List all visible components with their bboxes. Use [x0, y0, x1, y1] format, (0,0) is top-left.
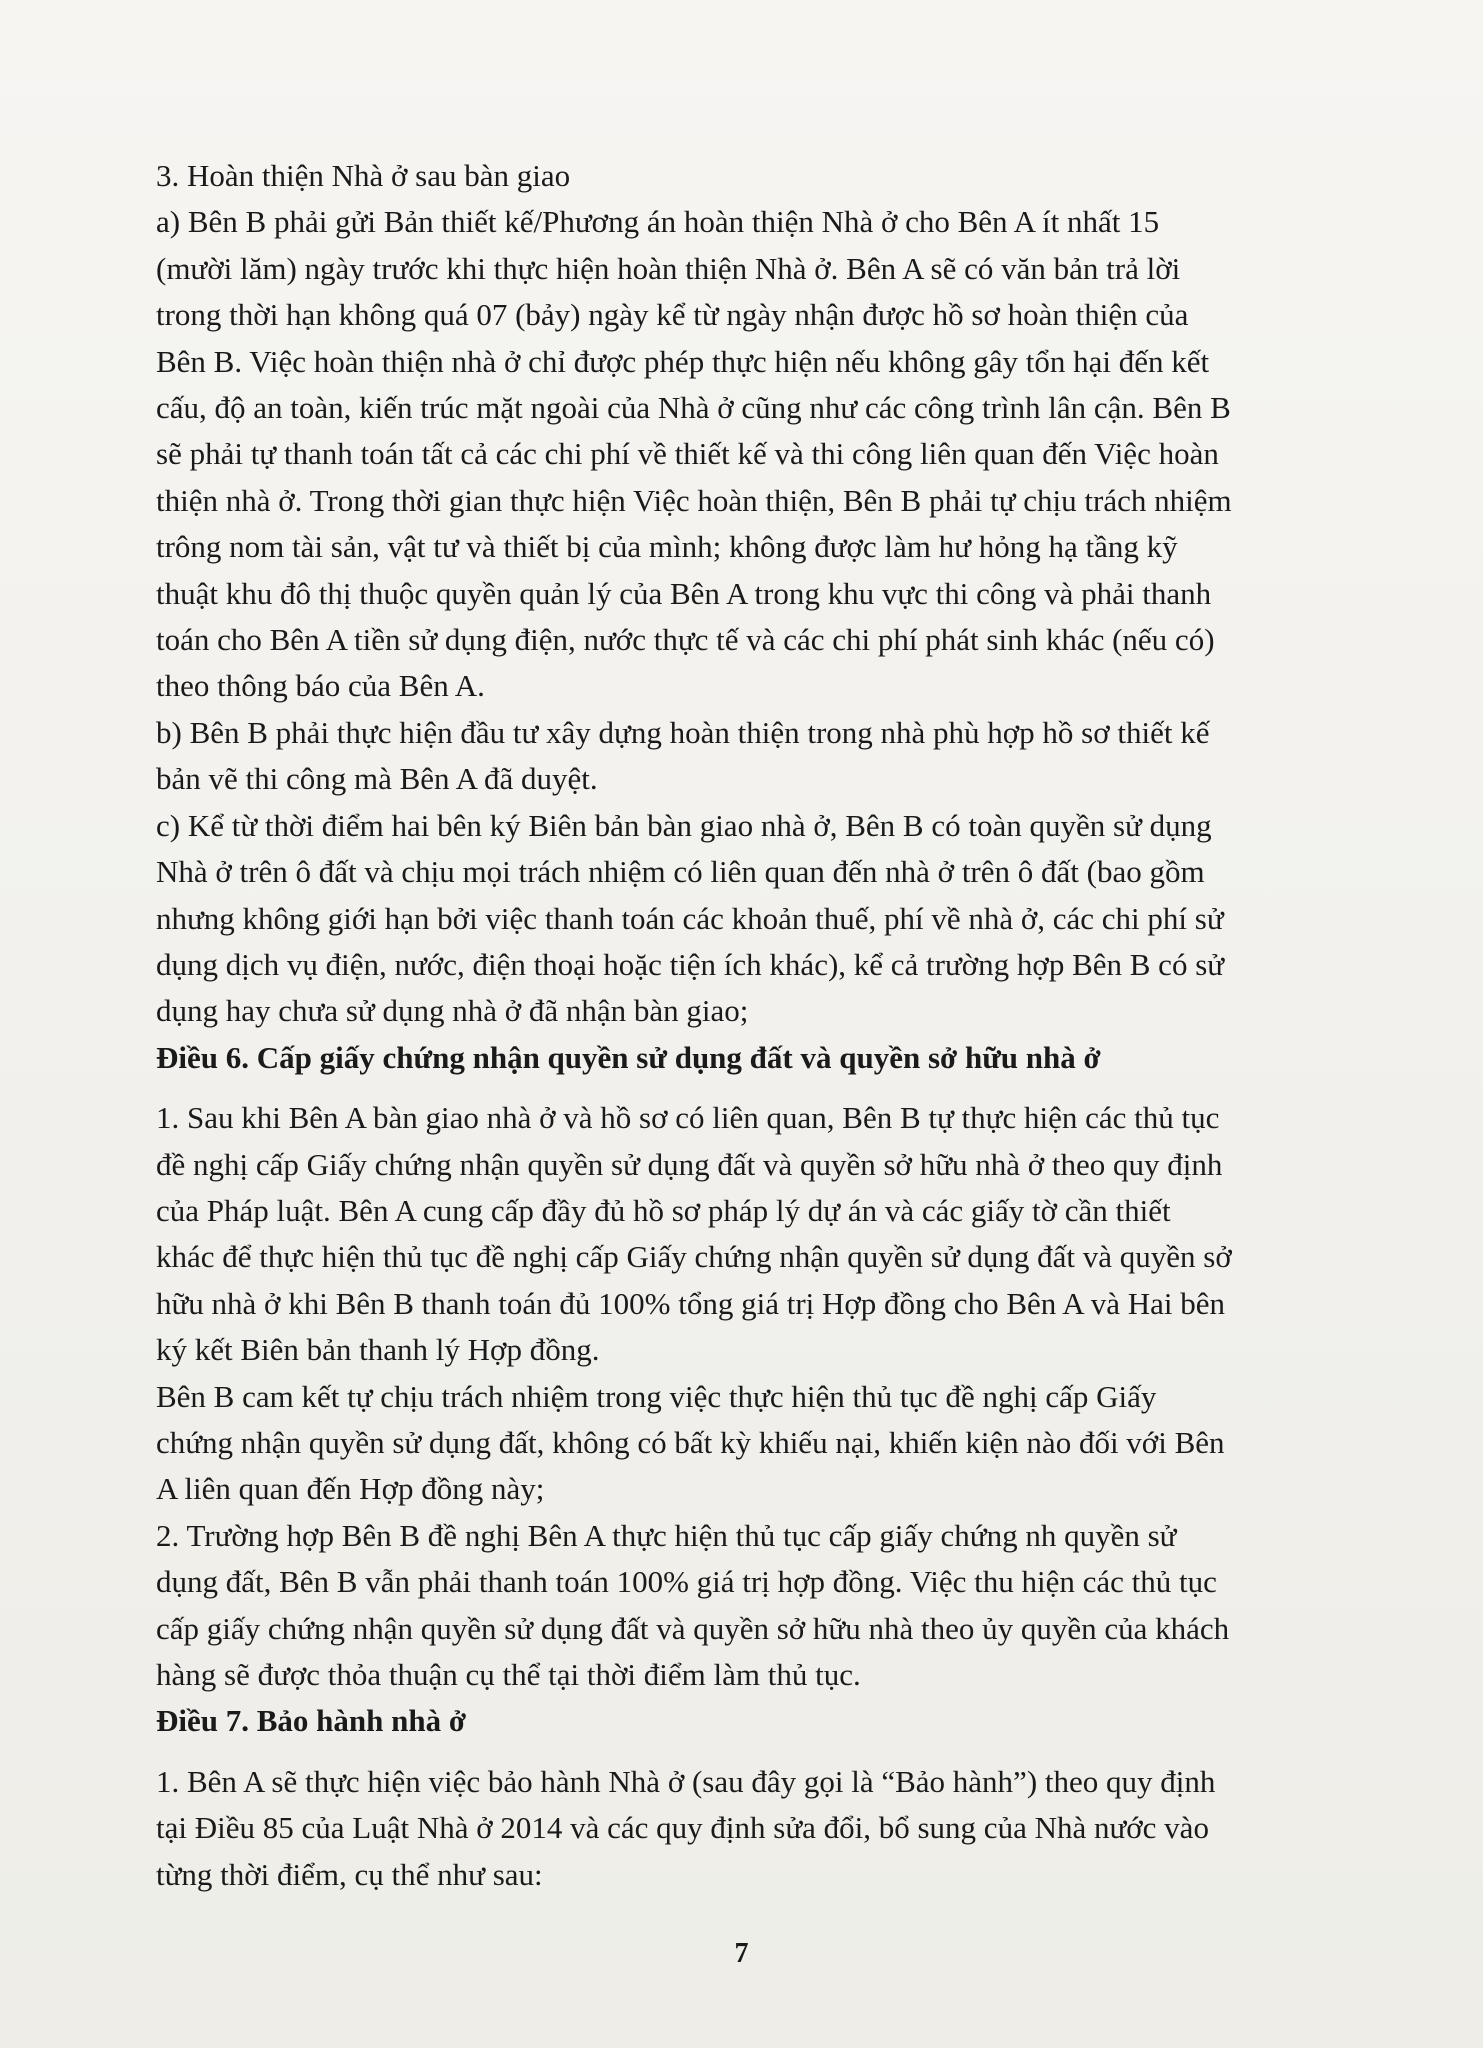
- article-7-heading: Điều 7. Bảo hành nhà ở: [156, 1703, 467, 1739]
- paragraph-line: a) Bên B phải gửi Bản thiết kế/Phương án hoàn thiện Nhà ở cho Bên A ít nhất 15: [156, 204, 1160, 240]
- document-body: [156, 153, 1371, 1898]
- paragraph-line: dụng đất, Bên B vẫn phải thanh toán 100% giá trị hợp đồng. Việc thu hiện các thủ tục: [156, 1564, 1217, 1600]
- paragraph-line: c) Kể từ thời điểm hai bên ký Biên bản bàn giao nhà ở, Bên B có toàn quyền sử dụng: [156, 807, 1212, 843]
- paragraph-line: Nhà ở trên ô đất và chịu mọi trách nhiệm có liên quan đến nhà ở trên ô đất (bao gồm: [156, 854, 1205, 890]
- paragraph-line: ký kết Biên bản thanh lý Hợp đồng.: [156, 1332, 600, 1368]
- paragraph-line: đề nghị cấp Giấy chứng nhận quyền sử dụng đất và quyền sở hữu nhà ở theo quy định: [156, 1146, 1223, 1182]
- paragraph-line: cấp giấy chứng nhận quyền sử dụng đất và quyền sở hữu nhà theo ủy quyền của khách: [156, 1610, 1230, 1646]
- paragraph-line: của Pháp luật. Bên A cung cấp đầy đủ hồ sơ pháp lý dự án và các giấy tờ cần thiết: [156, 1192, 1171, 1228]
- paragraph-line: nhưng không giới hạn bởi việc thanh toán các khoản thuế, phí về nhà ở, các chi phí sử: [156, 900, 1224, 936]
- paragraph-line: Bên B. Việc hoàn thiện nhà ở chỉ được phép thực hiện nếu không gây tổn hại đến kết: [156, 343, 1210, 379]
- paragraph-line: A liên quan đến Hợp đồng này;: [156, 1471, 545, 1507]
- paragraph-line: dụng dịch vụ điện, nước, điện thoại hoặc tiện ích khác), kể cả trường hợp Bên B có sử: [156, 946, 1225, 982]
- paragraph-line: trông nom tài sản, vật tư và thiết bị của mình; không được làm hư hỏng hạ tầng kỹ: [156, 529, 1178, 565]
- paragraph-line: hàng sẽ được thỏa thuận cụ thể tại thời điểm làm thủ tục.: [156, 1657, 861, 1692]
- paragraph-line: sẽ phải tự thanh toán tất cả các chi phí về thiết kế và thi công liên quan đến Việc hoàn: [156, 436, 1219, 472]
- paragraph-line: cấu, độ an toàn, kiến trúc mặt ngoài của Nhà ở cũng như các công trình lân cận. Bên B: [156, 390, 1231, 426]
- section-heading: 3. Hoàn thiện Nhà ở sau bàn giao: [156, 158, 571, 193]
- paragraph-line: thiện nhà ở. Trong thời gian thực hiện Việc hoàn thiện, Bên B phải tự chịu trách nhiệm: [156, 482, 1232, 518]
- paragraph-line: bản vẽ thi công mà Bên A đã duyệt.: [156, 761, 598, 797]
- paragraph-line: Bên B cam kết tự chịu trách nhiệm trong việc thực hiện thủ tục đề nghị cấp Giấy: [156, 1378, 1157, 1414]
- paragraph-line: tại Điều 85 của Luật Nhà ở 2014 và các quy định sửa đổi, bổ sung của Nhà nước vào: [156, 1810, 1209, 1846]
- paragraph-line: trong thời hạn không quá 07 (bảy) ngày kể từ ngày nhận được hồ sơ hoàn thiện của: [156, 297, 1189, 333]
- paragraph-line: toán cho Bên A tiền sử dụng điện, nước thực tế và các chi phí phát sinh khác (nếu có): [156, 622, 1215, 658]
- paragraph-line: thuật khu đô thị thuộc quyền quản lý của Bên A trong khu vực thi công và phải thanh: [156, 575, 1212, 611]
- paragraph-line: từng thời điểm, cụ thể như sau:: [156, 1856, 543, 1892]
- paragraph-line: theo thông báo của Bên A.: [156, 668, 485, 704]
- paragraph-line: dụng hay chưa sử dụng nhà ở đã nhận bàn giao;: [156, 993, 749, 1029]
- paragraph-line: b) Bên B phải thực hiện đầu tư xây dựng hoàn thiện trong nhà phù hợp hồ sơ thiết kế: [156, 714, 1210, 750]
- article-6-heading: Điều 6. Cấp giấy chứng nhận quyền sử dụng đất và quyền sở hữu nhà ở: [156, 1039, 1101, 1075]
- paragraph-line: 1. Sau khi Bên A bàn giao nhà ở và hồ sơ có liên quan, Bên B tự thực hiện các thủ tục: [156, 1100, 1220, 1136]
- paragraph-line: (mười lăm) ngày trước khi thực hiện hoàn thiện Nhà ở. Bên A sẽ có văn bản trả lời: [156, 250, 1181, 286]
- paragraph-line: hữu nhà ở khi Bên B thanh toán đủ 100% tổng giá trị Hợp đồng cho Bên A và Hai bên: [156, 1285, 1226, 1321]
- paragraph-line: 2. Trường hợp Bên B đề nghị Bên A thực hiện thủ tục cấp giấy chứng nh quyền sử: [156, 1517, 1177, 1553]
- paragraph-line: khác để thực hiện thủ tục đề nghị cấp Giấy chứng nhận quyền sử dụng đất và quyền sở: [156, 1239, 1232, 1275]
- paragraph-line: chứng nhận quyền sử dụng đất, không có bất kỳ khiếu nại, khiến kiện nào đối với Bên: [156, 1424, 1225, 1460]
- page-number: 7: [734, 1938, 749, 1969]
- paragraph-line: 1. Bên A sẽ thực hiện việc bảo hành Nhà ở (sau đây gọi là “Bảo hành”) theo quy định: [156, 1763, 1216, 1799]
